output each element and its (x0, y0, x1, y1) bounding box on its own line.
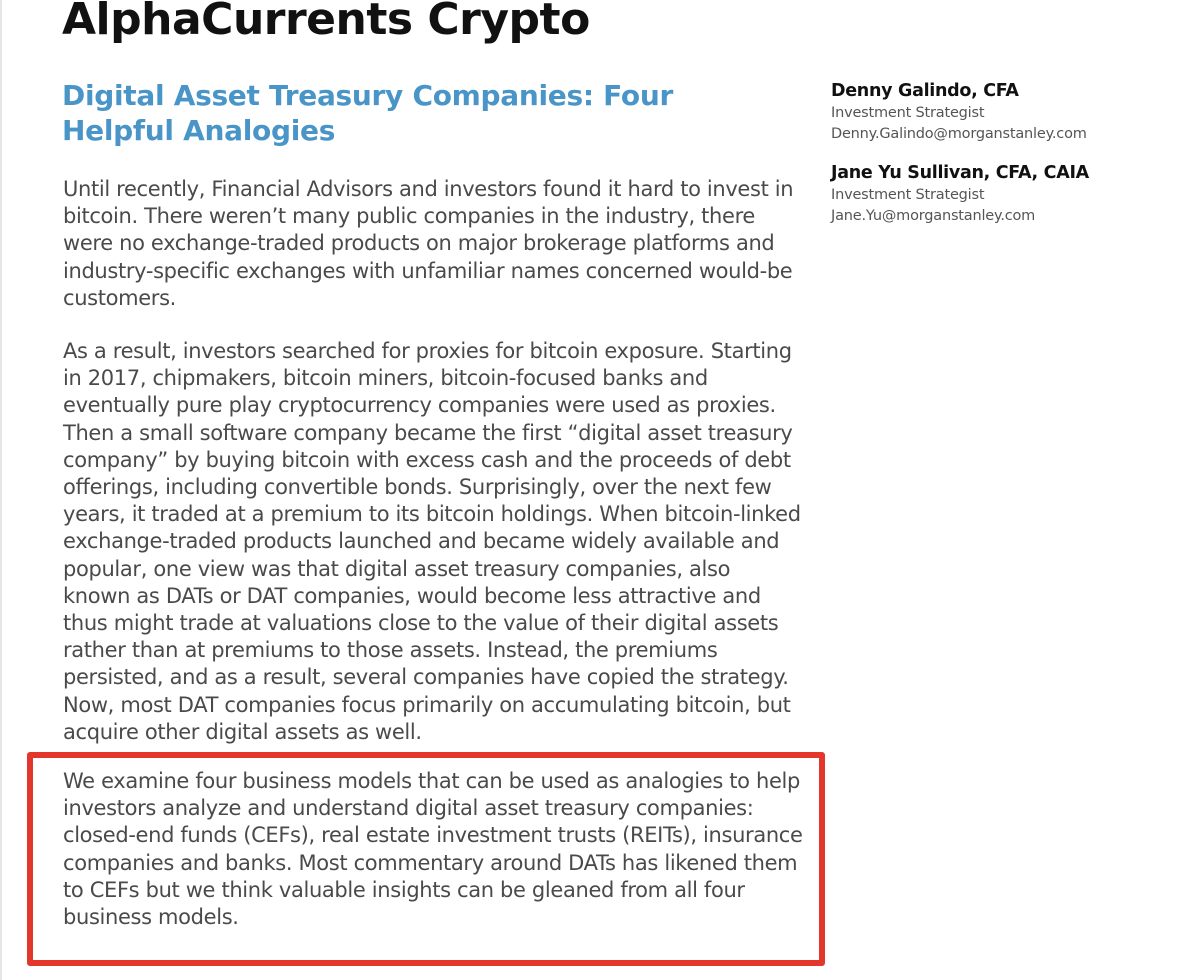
author-role: Investment Strategist (831, 105, 985, 121)
author-email: Denny.Galindo@morganstanley.com (831, 126, 1087, 142)
publication-title: AlphaCurrents Crypto (62, 0, 590, 45)
paragraph-intro: Until recently, Financial Advisors and investors found it hard to invest in bitcoin. There weren’t many public companies in the industry, there were no exchange-traded products on major brokerage platforms and industry-specific exchanges with unfamiliar names concerned would-be customers. (63, 177, 794, 310)
article-title: Digital Asset Treasury Companies: Four Helpful Analogies (62, 79, 673, 147)
author-email: Jane.Yu@morganstanley.com (831, 208, 1036, 224)
paragraph-highlighted-summary: We examine four business models that can be used as analogies to help investors analyze and understand digital asset treasury companies: closed-end funds (CEFs), real estate investment trusts (REITs), insurance companies and banks. Most commentary around DATs has likened them to CEFs but we think valuable insights can be gleaned from all four business models. (63, 769, 803, 930)
author-card-jane-yu-sullivan (831, 162, 1171, 227)
author-role: Investment Strategist (831, 187, 985, 203)
paragraph-history: As a result, investors searched for proxies for bitcoin exposure. Starting in 2017, chipmakers, bitcoin miners, bitcoin-focused banks and eventually pure play cryptocurrency companies were used as proxies. Then a small software company became the first “digital asset treasury company” by buying bitcoin with excess cash and the proceeds of debt offerings, including convertible bonds. Surprisingly, over the next few years, it traded at a premium to its bitcoin holdings. When bitcoin-linked exchange-traded products launched and became widely available and popular, one view was that digital asset treasury companies, also known as DATs or DAT companies, would become less attractive and thus might trade at valuations close to the value of their digital assets rather than at premiums to those assets. Instead, the premiums persisted, and as a result, several companies have copied the strategy. Now, most DAT companies focus primarily on accumulating bitcoin, but acquire other digital assets as well. (63, 339, 801, 744)
author-name: Denny Galindo, CFA (831, 81, 1019, 101)
author-name: Jane Yu Sullivan, CFA, CAIA (831, 163, 1089, 183)
author-card-denny-galindo (831, 80, 1171, 145)
page-left-edge (0, 0, 2, 980)
